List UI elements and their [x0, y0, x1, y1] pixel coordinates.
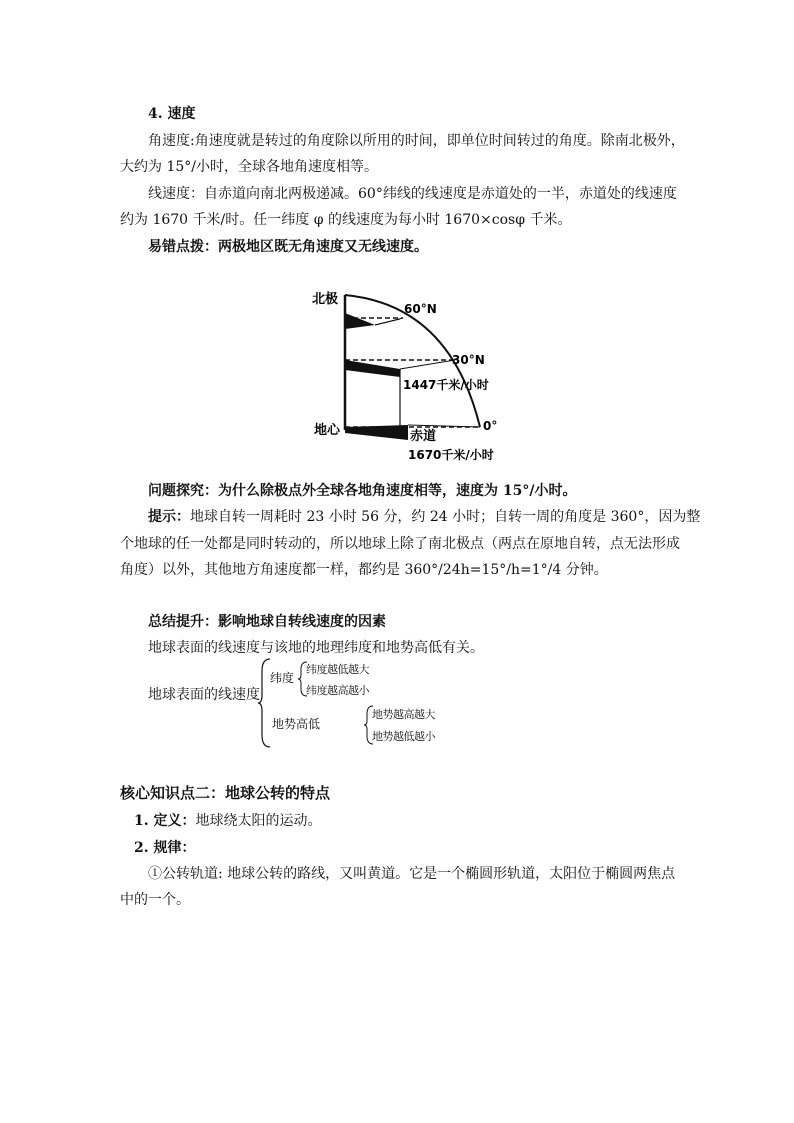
linear-speed-label: 线速度： — [148, 186, 204, 202]
equator-shade — [345, 425, 408, 440]
orbit-text: ①公转轨道: 地球公转的路线，又叫黄道。它是一个椭圆形轨道，太阳位于椭圆两焦点 — [148, 866, 676, 882]
question-heading: 问题探究：为什么除极点外全球各地角速度相等，速度为 15°/小时。 — [148, 483, 577, 499]
tree-branch-latitude: 纬度 — [270, 671, 295, 685]
label-speed-0: 1670千米/小时 — [408, 448, 494, 462]
tree-latitude-a: 纬度越低越大 — [306, 663, 369, 676]
tree-elevation-b: 地势越低越小 — [372, 730, 435, 743]
law-label: 2. 规律： — [134, 840, 196, 856]
tree-branch-elevation: 地势高低 — [272, 717, 321, 731]
definition-label: 1. 定义： — [134, 813, 196, 829]
lat60-side2 — [375, 319, 400, 325]
definition-text: 地球绕太阳的运动。 — [195, 813, 322, 829]
label-equator: 赤道 — [410, 429, 437, 444]
label-lat0: 0° — [483, 419, 498, 433]
tree-elevation-a: 地势越高越大 — [372, 708, 435, 721]
angular-speed-text-cont: 大约为 15°/小时，全球各地角速度相等。 — [120, 159, 378, 175]
lat30-side — [400, 360, 455, 369]
definition-line — [134, 811, 322, 831]
angular-speed-paragraph — [148, 131, 685, 151]
hint-text-cont2: 角度）以外，其他地方角速度都一样，都约是 360°/24h=15°/h=1°/4 分钟。 — [120, 562, 608, 578]
summary-heading: 总结提升：影响地球自转线速度的因素 — [148, 614, 386, 630]
section-heading: 4. 速度 — [148, 106, 196, 122]
label-lat60: 60°N — [404, 302, 437, 316]
tree-root: 地球表面的线速度 — [148, 687, 260, 703]
linear-speed-text: 自赤道向南北两极递减。60°纬线的线速度是赤道处的一半，赤道处的线速度 — [204, 186, 677, 202]
knowledge-heading: 核心知识点二：地球公转的特点 — [120, 784, 331, 802]
hint-text: 地球自转一周耗时 23 小时 56 分，约 24 小时；自转一周的角度是 360°，因为整 — [190, 509, 701, 525]
hint-label: 提示： — [148, 509, 190, 525]
angular-speed-text: 角速度就是转过的角度除以所用的时间，即单位时间转过的角度。除南北极外， — [194, 133, 685, 149]
orbit-text-cont: 中的一个。 — [120, 892, 190, 908]
hint-paragraph — [148, 507, 700, 527]
summary-text: 地球表面的线速度与该地的地理纬度和地势高低有关。 — [148, 640, 484, 656]
tree-latitude-b: 纬度越高越小 — [306, 684, 369, 697]
lat60-shade — [345, 313, 375, 329]
label-speed-30: 1447千米/小时 — [403, 378, 489, 392]
earth-rotation-speed-diagram — [300, 285, 515, 465]
linear-speed-text-cont: 约为 1670 千米/时。任一纬度 φ 的线速度为每小时 1670×cosφ 千米。 — [120, 212, 572, 228]
error-tip: 易错点拨：两极地区既无角速度又无线速度。 — [148, 239, 428, 255]
lat30-shade — [345, 360, 400, 377]
angular-speed-label: 角速度: — [148, 133, 195, 149]
label-lat30: 30°N — [452, 353, 485, 367]
label-north-pole: 北极 — [312, 292, 339, 307]
hint-text-cont1: 个地球的任一处都是同时转动的，所以地球上除了南北极点（两点在原地自转，点无法形成 — [120, 536, 680, 552]
linear-speed-paragraph — [148, 184, 677, 204]
factor-tree — [140, 655, 470, 750]
label-center: 地心 — [314, 423, 341, 438]
